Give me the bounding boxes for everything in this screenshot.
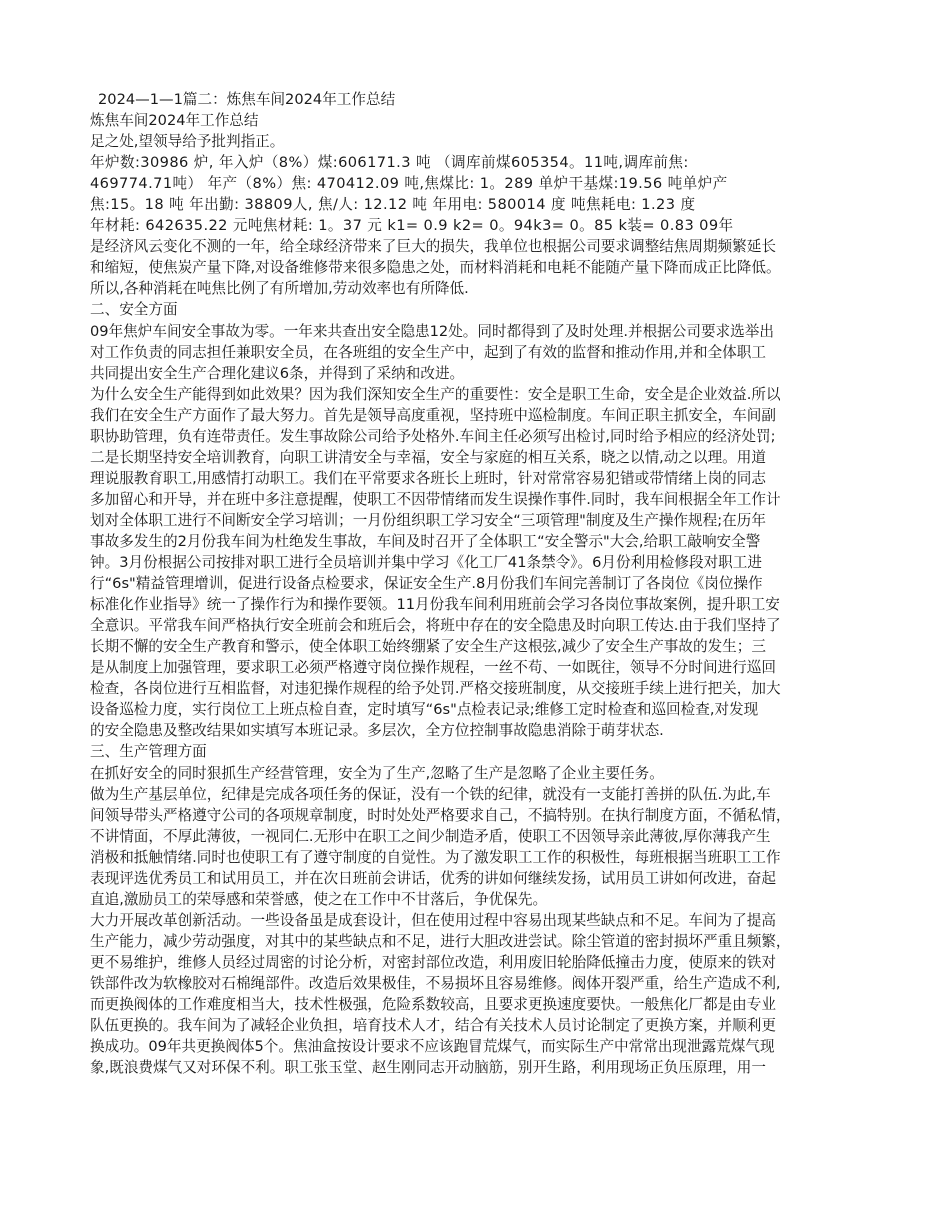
text-line: 我们在安全生产方面作了最大努力。首先是领导高度重视，坚持班中巡检制度。车间正职主抓安全，车间副: [90, 406, 776, 424]
statistics-line: 469774.71吨） 年产（8%）焦: 470412.09 吨,焦煤比: 1。289 单炉干基煤:19.56 吨单炉产: [90, 175, 728, 193]
section-heading-production: 三、生产管理方面: [90, 743, 207, 761]
text-line: 队伍更换的。我车间为了减轻企业负担，培育技术人才，结合有关技术人员讨论制定了更换方案，并顺利更: [90, 1017, 776, 1035]
text-line: 不讲情面，不厚此薄彼，一视同仁.无形中在职工之间少制造矛盾，使职工不因领导亲此薄彼,厚你薄我产生: [90, 827, 771, 845]
text-line: 直追,激励员工的荣辱感和荣誉感，使之在工作中不甘落后，争优保先。: [90, 890, 548, 908]
text-line: 行“6s"精益管理增训，促进行设备点检要求，保证安全生产.8月份我们车间完善制订了各岗位《岗位操作: [90, 575, 763, 593]
text-line: 为什么安全生产能得到如此效果？因为我们深知安全生产的重要性：安全是职工生命，安全是企业效益.所以: [90, 385, 781, 403]
text-line: 而更换阀体的工作难度相当大，技术性极强，危险系数较高，且要求更换速度要快。一般焦化厂都是由专业: [90, 996, 776, 1014]
text-line: 事故多发生的2月份我车间为杜绝发生事故，车间及时召开了全体职工“安全警示"大会,给职工敲响安全警: [90, 532, 761, 550]
text-line: 做为生产基层单位，纪律是完成各项任务的保证，没有一个铁的纪律，就没有一支能打善拼的队伍.为此,车: [90, 785, 771, 803]
statistics-line: 年材耗: 642635.22 元吨焦材耗: 1。37 元 k1= 0.9 k2= 0。94k3= 0。85 k装= 0.83 09年: [90, 217, 734, 235]
statistics-line: 年炉数:30986 炉, 年入炉（8%）煤:606171.3 吨 （调库前煤605354。11吨,调库前焦:: [90, 154, 689, 172]
text-line: 09年焦炉车间安全事故为零。一年来共查出安全隐患12处。同时都得到了及时处理.并根据公司要求选举出: [90, 322, 774, 340]
text-line: 在抓好安全的同时狠抓生产经营管理，安全为了生产,忽略了生产是忽略了企业主要任务。: [90, 764, 664, 782]
text-line: 职协助管理，负有连带责任。发生事故除公司给予处格外.车间主任必须写出检讨,同时给予相应的经济处罚;: [90, 427, 776, 445]
text-line: 共同提出安全生产合理化建议6条，并得到了采纳和改进。: [90, 364, 465, 382]
text-line: 所以,各种消耗在吨焦比例了有所增加,劳动效率也有所降低.: [90, 280, 469, 298]
text-line: 铁部件改为软橡胶对石棉绳部件。改造后效果极佳，不易损坏且容易维修。阀体开裂严重，给生产造成不利,: [90, 974, 781, 992]
text-line: 象,既浪费煤气又对环保不利。职工张玉堂、赵生刚同志开动脑筋，别开生路，利用现场正负压原理，用一: [90, 1059, 766, 1077]
document-title: 炼焦车间2024年工作总结: [90, 112, 259, 130]
text-line: 更不易维护，维修人员经过周密的讨论分析，对密封部位改造，利用废旧轮胎降低撞击力度，使原来的铁对: [90, 953, 776, 971]
text-line: 是从制度上加强管理，要求职工必须严格遵守岗位操作规程，一丝不苟、一如既往，领导不分时间进行巡回: [90, 659, 776, 677]
document-page: [90, 89, 865, 1099]
text-line: 消极和抵触情绪.同时也使职工有了遵守制度的自觉性。为了激发职工工作的积极性，每班根据当班职工工作: [90, 848, 781, 866]
text-line: 的安全隐患及整改结果如实填写本班记录。多层次，全方位控制事故隐患消除于萌芽状态.: [90, 722, 664, 740]
text-line: 表现评选优秀员工和试用员工，并在次日班前会讲话，优秀的讲如何继续发扬，试用员工讲如何改进，奋起: [90, 869, 776, 887]
text-line: 钟。3月份根据公司按排对职工进行全员培训并集中学习《化工厂41条禁令》。6月份利用检修段对职工进: [90, 554, 762, 572]
text-line: 长期不懈的安全生产教育和警示，使全体职工始终绷紧了安全生产这根弦,减少了安全生产事故的发生；三: [90, 638, 766, 656]
text-line: 生产能力，减少劳动强度，对其中的某些缺点和不足，进行大胆改进尝试。除尘管道的密封损坏严重且频繁，: [90, 932, 791, 950]
statistics-line: 焦:15。18 吨 年出勤: 38809人, 焦/人: 12.12 吨 年用电: 580014 度 吨焦耗电: 1.23 度: [90, 196, 696, 214]
text-line: 理说服教育职工,用感情打动职工。我们在平常要求各班长上班时，针对常常容易犯错或带情绪上岗的同志: [90, 469, 766, 487]
text-line: 标准化作业指导》统一了操作行为和操作要领。11月份我车间利用班前会学习各岗位事故案例，提升职工安: [90, 596, 780, 614]
section-heading-safety: 二、安全方面: [90, 301, 178, 319]
document-header-line: 2024—1—1篇二：炼焦车间2024年工作总结: [98, 91, 396, 108]
text-line: 足之处,望领导给予批判指正。: [90, 133, 285, 151]
text-line: 检查，各岗位进行互相监督，对违犯操作规程的给予处罚.严格交接班制度，从交接班手续上进行把关，加大: [90, 680, 781, 698]
text-line: 大力开展改革创新活动。一些设备虽是成套设计，但在使用过程中容易出现某些缺点和不足。车间为了提高: [90, 911, 776, 929]
text-line: 间领导带头严格遵守公司的各项规章制度，时时处处严格要求自己，不搞特别。在执行制度方面，不循私情，: [90, 806, 791, 824]
text-line: 换成功。09年共更换阀体5个。焦油盒按设计要求不应该跑冒荒煤气，而实际生产中常常出现泄露荒煤气现: [90, 1038, 775, 1056]
text-line: 多加留心和开导，并在班中多注意提醒，使职工不因带情绪而发生误操作事件.同时，我车间根据全年工作计: [90, 490, 781, 508]
text-line: 和缩短，使焦炭产量下降,对设备维修带来很多隐患之处，而材料消耗和电耗不能随产量下降而成正比降低。: [90, 259, 781, 277]
text-line: 对工作负责的同志担任兼职安全员，在各班组的安全生产中，起到了有效的监督和推动作用,并和全体职工: [90, 343, 766, 361]
text-line: [90, 1078, 865, 1099]
text-line: 设备巡检力度，实行岗位工上班点检自查，定时填写“6s"点检表记录;维修工定时检查和巡回检查,对发现: [90, 701, 759, 719]
text-line: 划对全体职工进行不间断安全学习培训；一月份组织职工学习安全“三项管理"制度及生产操作规程;在历年: [90, 511, 766, 529]
text-line: 全意识。平常我车间严格执行安全班前会和班后会，将班中存在的安全隐患及时向职工传达.由于我们坚持了: [90, 617, 781, 635]
text-line: 是经济风云变化不测的一年，给全球经济带来了巨大的损失，我单位也根据公司要求调整结焦周期频繁延长: [90, 238, 776, 256]
text-line: 二是长期坚持安全培训教育，向职工讲清安全与幸福，安全与家庭的相互关系，晓之以情,动之以理。用道: [90, 448, 766, 466]
